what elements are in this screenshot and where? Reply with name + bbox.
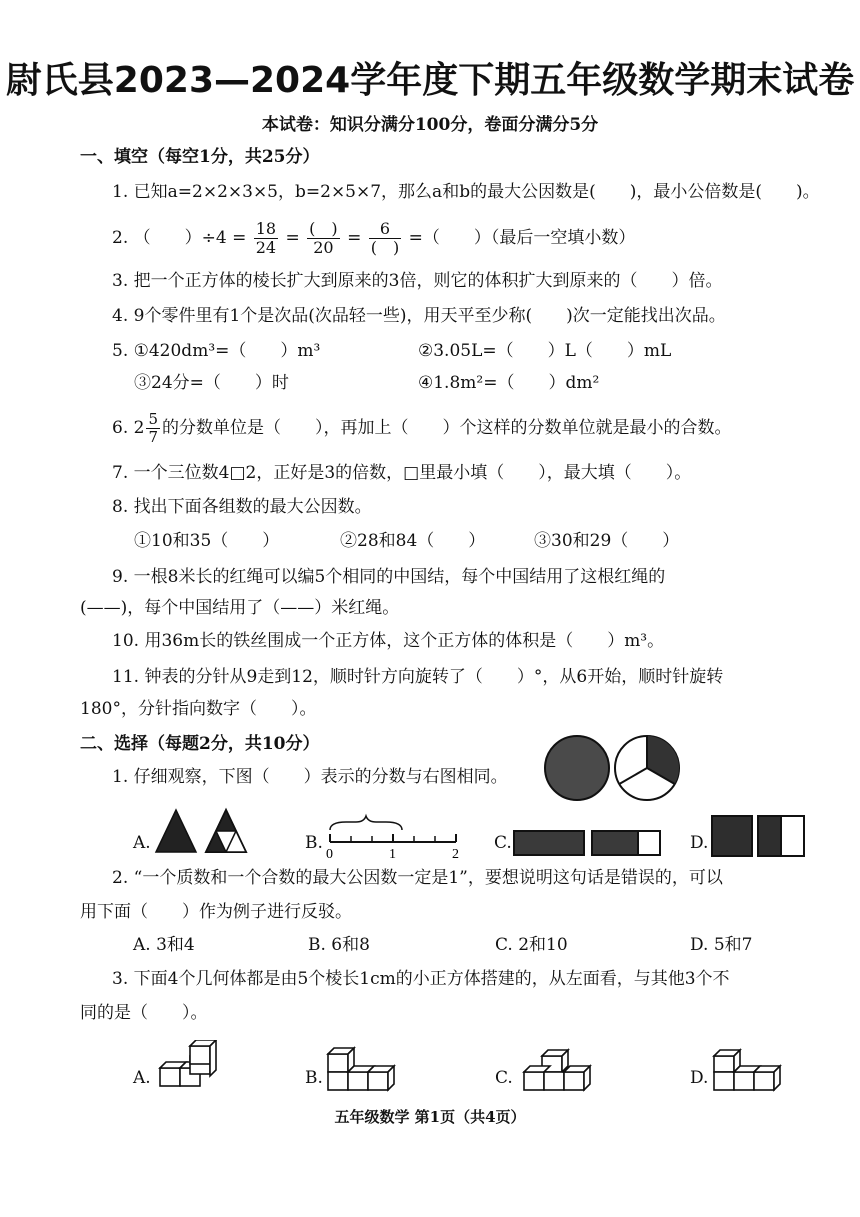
cube-figure-a [150,1040,222,1090]
q3-option-b-label: B. [305,1068,323,1088]
question-2-3a: 3. 下面4个几何体都是由5个棱长1cm的小正方体搭建的，从左面看，与其他3个不 [112,969,730,989]
fraction-6-blank [369,220,402,257]
q2-suffix: =（ ）（最后一空填小数） [408,228,636,248]
question-1-6 [112,408,732,448]
question-1-5c: ③24分=（ ）时 [134,373,289,393]
q1-option-c-label: C. [494,833,512,853]
fraction-numerator: 6 [369,220,402,239]
fraction-numerator: ( ) [309,219,338,238]
fraction-denominator: 20 [313,238,334,257]
cube-figure-b [324,1044,406,1092]
question-1-2 [112,218,635,258]
exam-subtitle: 本试卷：知识分满分100分，卷面分满分5分 [261,115,599,135]
q6-suffix: 的分数单位是（ ），再加上（ ）个这样的分数单位就是最小的合数。 [162,418,732,438]
exam-title: 尉氏县2023—2024学年度下期五年级数学期末试卷 [5,60,855,101]
tick-label-0: 0 [326,847,333,860]
equals-sign: = [347,228,362,248]
question-1-11b: 180°，分针指向数字（ ）。 [80,699,317,719]
section2-heading: 二、选择（每题2分，共10分） [80,734,320,754]
equals-sign: = [285,228,300,248]
question-1-8: 8. 找出下面各组数的最大公因数。 [112,497,372,517]
brace-icon [330,816,402,830]
fraction-denominator: ( ) [370,238,400,257]
question-2-3b: 同的是（ ）。 [80,1003,208,1023]
q1-option-a-label: A. [133,833,151,853]
q2-prefix: 2. （ ）÷4 = [112,228,247,248]
question-1-3: 3. 把一个正方体的棱长扩大到原来的3倍，则它的体积扩大到原来的（ ）倍。 [112,271,723,291]
question-1-1: 1. 已知a=2×2×3×5，b=2×5×7，那么a和b的最大公因数是( )，最小公倍数是( )。 [112,182,820,202]
option-c-bars [512,828,664,858]
question-1-9a: 9. 一根8米长的红绳可以编5个相同的中国结，每个中国结用了这根红绳的 [112,567,666,587]
question-1-7: 7. 一个三位数4□2，正好是3的倍数，□里最小填（ ），最大填（ ）。 [112,463,692,483]
question-1-8b: ②28和84（ ） [340,531,486,551]
cube-figure-c [520,1048,592,1092]
section1-heading: 一、填空（每空1分，共25分） [80,147,320,167]
question-2-1: 1. 仔细观察，下图（ ）表示的分数与右图相同。 [112,767,508,787]
q2-option-b: B. 6和8 [308,935,370,955]
tick-label-2: 2 [452,847,459,860]
q1-option-d-label: D. [690,833,709,853]
question-1-8c: ③30和29（ ） [534,531,680,551]
q3-option-d-label: D. [690,1068,709,1088]
shaded-circle [545,736,609,800]
q2-option-c: C. 2和10 [495,935,568,955]
fraction-denominator: 7 [148,428,158,446]
fraction-blank-20 [307,220,340,257]
question-1-4: 4. 9个零件里有1个是次品(次品轻一些)，用天平至少称( )次一定能找出次品。 [112,306,726,326]
q2-option-d: D. 5和7 [690,935,753,955]
question-1-11a: 11. 钟表的分针从9走到12，顺时针方向旋转了（ ）°，从6开始，顺时针旋转 [112,667,724,687]
question-1-5a: 5. ①420dm³=（ ）m³ [112,341,321,361]
question-1-10: 10. 用36m长的铁丝围成一个正方体，这个正方体的体积是（ ）m³。 [112,631,665,651]
option-a-triangles [152,806,252,856]
q3-option-c-label: C. [495,1068,513,1088]
reference-figures [543,733,683,803]
question-1-8a: ①10和35（ ） [134,531,280,551]
fraction-numerator: 5 [148,410,158,428]
question-1-9b: (——)，每个中国结用了（——）米红绳。 [80,598,400,618]
fraction-5-7 [146,411,160,446]
q6-whole-part: 6. 2 [112,418,145,438]
q2-option-a: A. 3和4 [133,935,195,955]
page-footer: 五年级数学 第1页（共4页） [334,1108,526,1126]
option-d-squares [710,814,808,858]
fraction-18-24 [254,220,278,257]
q3-option-a-label: A. [133,1068,151,1088]
tick-label-1: 1 [389,847,396,860]
fraction-numerator: 18 [255,219,277,238]
question-2-2a: 2. “一个质数和一个合数的最大公因数一定是1”，要想说明这句话是错误的，可以 [112,868,723,888]
fraction-denominator: 24 [255,238,277,257]
question-1-5b: ②3.05L=（ ）L（ ）mL [418,341,672,361]
cube-figure-d [710,1046,782,1092]
question-1-5d: ④1.8m²=（ ）dm² [418,373,600,393]
question-2-2b: 用下面（ ）作为例子进行反驳。 [80,902,352,922]
option-b-number-line [322,812,467,860]
q1-option-b-label: B. [305,833,323,853]
